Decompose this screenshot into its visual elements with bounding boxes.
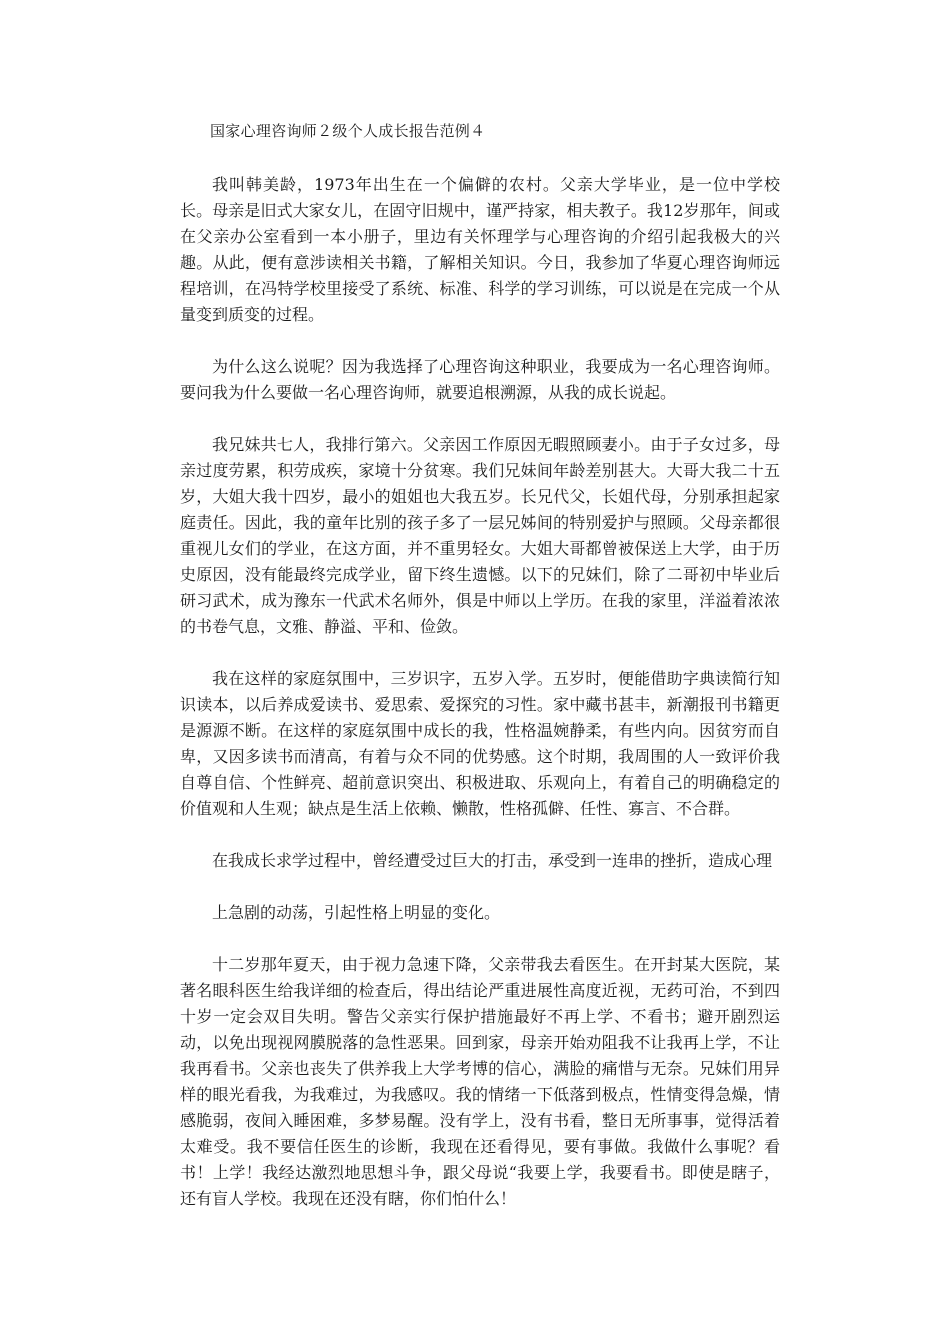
document-title: 国家心理咨询师２级个人成长报告范例４ bbox=[210, 122, 486, 140]
paragraph-intro: 我叫韩美龄，1973年出生在一个偏僻的农村。父亲大学毕业，是一位中学校长。母亲是旧式大家女儿，在固守旧规中，谨严持家，相夫教子。我12岁那年，间或在父亲办公室看到一本小册子，里边有关怀理学与心理咨询的介绍引起我极大的兴趣。从此，便有意涉读相关书籍，了解相关知识。今日，我参加了华夏心理咨询师远程培训，在冯特学校里接受了系统、标准、科学的学习训练，可以说是在完成一个从量变到质变的过程。 bbox=[180, 175, 780, 324]
document-body bbox=[180, 118, 780, 1238]
paragraph-eyesight: 十二岁那年夏天，由于视力急速下降，父亲带我去看医生。在开封某大医院，某著名眼科医生给我详细的检查后，得出结论严重进展性高度近视，无药可治，不到四十岁一定会双目失明。警告父亲实行保护措施最好不再上学、不看书；避开剧烈运动，以免出现视网膜脱落的急性恶果。回到家，母亲开始劝阻我不让我再上学，不让我再看书。父亲也丧失了供养我上大学考博的信心，满脸的痛惜与无奈。兄妹们用异样的眼光看我，为我难过，为我感叹。我的情绪一下低落到极点，性情变得急燥，情感脆弱，夜间入睡困难，多梦易醒。没有学上，没有书看，整日无所事事，觉得活着太难受。我不要信任医生的诊断，我现在还看得见，要有事做。我做什么事呢？看书！上学！我经达激烈地思想斗争，跟父母说“我要上学，我要看书。即使是瞎子，还有盲人学校。我现在还没有瞎，你们怕什么！ bbox=[180, 955, 780, 1208]
paragraph-setback-continued: 上急剧的动荡，引起性格上明显的变化。 bbox=[212, 903, 501, 922]
paragraph-siblings: 我兄妹共七人，我排行第六。父亲因工作原因无暇照顾妻小。由于子女过多，母亲过度劳累，积劳成疾，家境十分贫寒。我们兄妹间年龄差别甚大。大哥大我二十五岁，大姐大我十四岁，最小的姐姐也大我五岁。长兄代父，长姐代母，分别承担起家庭责任。因此，我的童年比别的孩子多了一层兄姊间的特别爱护与照顾。父母亲都很重视儿女们的学业，在这方面，并不重男轻女。大姐大哥都曾被保送上大学，由于历史原因，没有能最终完成学业，留下终生遗憾。以下的兄妹们，除了二哥初中毕业后研习武术，成为豫东一代武术名师外，俱是中师以上学历。在我的家里，洋溢着浓浓的书卷气息，文雅、静溢、平和、俭敛。 bbox=[180, 435, 780, 636]
paragraph-childhood: 我在这样的家庭氛围中，三岁识字，五岁入学。五岁时，便能借助字典读简行知识读本，以后养成爱读书、爱思索、爱探究的习性。家中藏书甚丰，新潮报刊书籍更是源源不断。在这样的家庭氛围中成长的我，性格温婉静柔，有些内向。因贫穷而自卑，又因多读书而清高，有着与众不同的优势感。这个时期，我周围的人一致评价我自尊自信、个性鲜亮、超前意识突出、积极进取、乐观向上，有着自己的明确稳定的价值观和人生观；缺点是生活上依赖、懒散，性格孤僻、任性、寡言、不合群。 bbox=[180, 669, 780, 818]
paragraph-setback: 在我成长求学过程中，曾经遭受过巨大的打击，承受到一连串的挫折，造成心理 bbox=[212, 851, 773, 870]
paragraph-why-counselor: 为什么这么说呢？因为我选择了心理咨询这种职业，我要成为一名心理咨询师。要问我为什么要做一名心理咨询师，就要追根溯源，从我的成长说起。 bbox=[180, 357, 780, 402]
